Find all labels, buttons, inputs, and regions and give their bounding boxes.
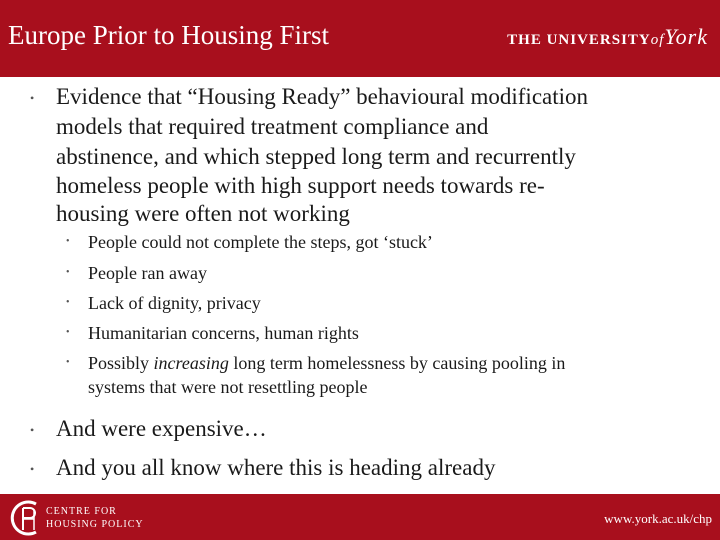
bullet-text-line: housing were often not working [56, 201, 350, 226]
bullet-icon: • [66, 327, 70, 338]
bullet-icon: • [66, 236, 70, 247]
bullet-text-line: And you all know where this is heading already [56, 455, 496, 480]
slide-header [0, 0, 720, 77]
bullet-icon: • [66, 297, 70, 308]
sub-bullet-text: systems that were not resettling people [88, 377, 368, 397]
chp-text-line: HOUSING POLICY [46, 519, 144, 530]
bullet-icon: • [30, 462, 35, 476]
bullet-text-line: Evidence that “Housing Ready” behavioural modification [56, 84, 589, 109]
university-of-york-logo: THE UNIVERSITYofYork [507, 24, 708, 49]
bullet-icon: • [66, 267, 70, 278]
bullet-text-line: abstinence, and which stepped long term and recurrently [56, 144, 576, 169]
bullet-text-line: And were expensive… [56, 416, 267, 441]
sub-bullet-text: People ran away [88, 263, 207, 283]
bullet-icon: • [30, 423, 35, 437]
sub-bullet-text: Possibly increasing long term homelessness by causing pooling in [88, 353, 566, 373]
footer-url-link[interactable]: www.york.ac.uk/chp [604, 511, 712, 526]
chp-text-line: CENTRE FOR [46, 506, 117, 517]
bullet-text-line: homeless people with high support needs towards re- [56, 173, 545, 198]
sub-bullet-text: People could not complete the steps, got ‘stuck’ [88, 232, 433, 252]
sub-bullet-text: Lack of dignity, privacy [88, 293, 261, 313]
bullet-icon: • [66, 357, 70, 368]
slide-footer [0, 494, 720, 540]
bullet-text-line: models that required treatment compliance and [56, 114, 489, 139]
chp-monogram-icon [6, 498, 44, 538]
sub-bullet-text: Humanitarian concerns, human rights [88, 323, 359, 343]
centre-for-housing-policy-logo [6, 498, 156, 538]
bullet-icon: • [30, 91, 35, 105]
slide-title: Europe Prior to Housing First [8, 20, 329, 50]
